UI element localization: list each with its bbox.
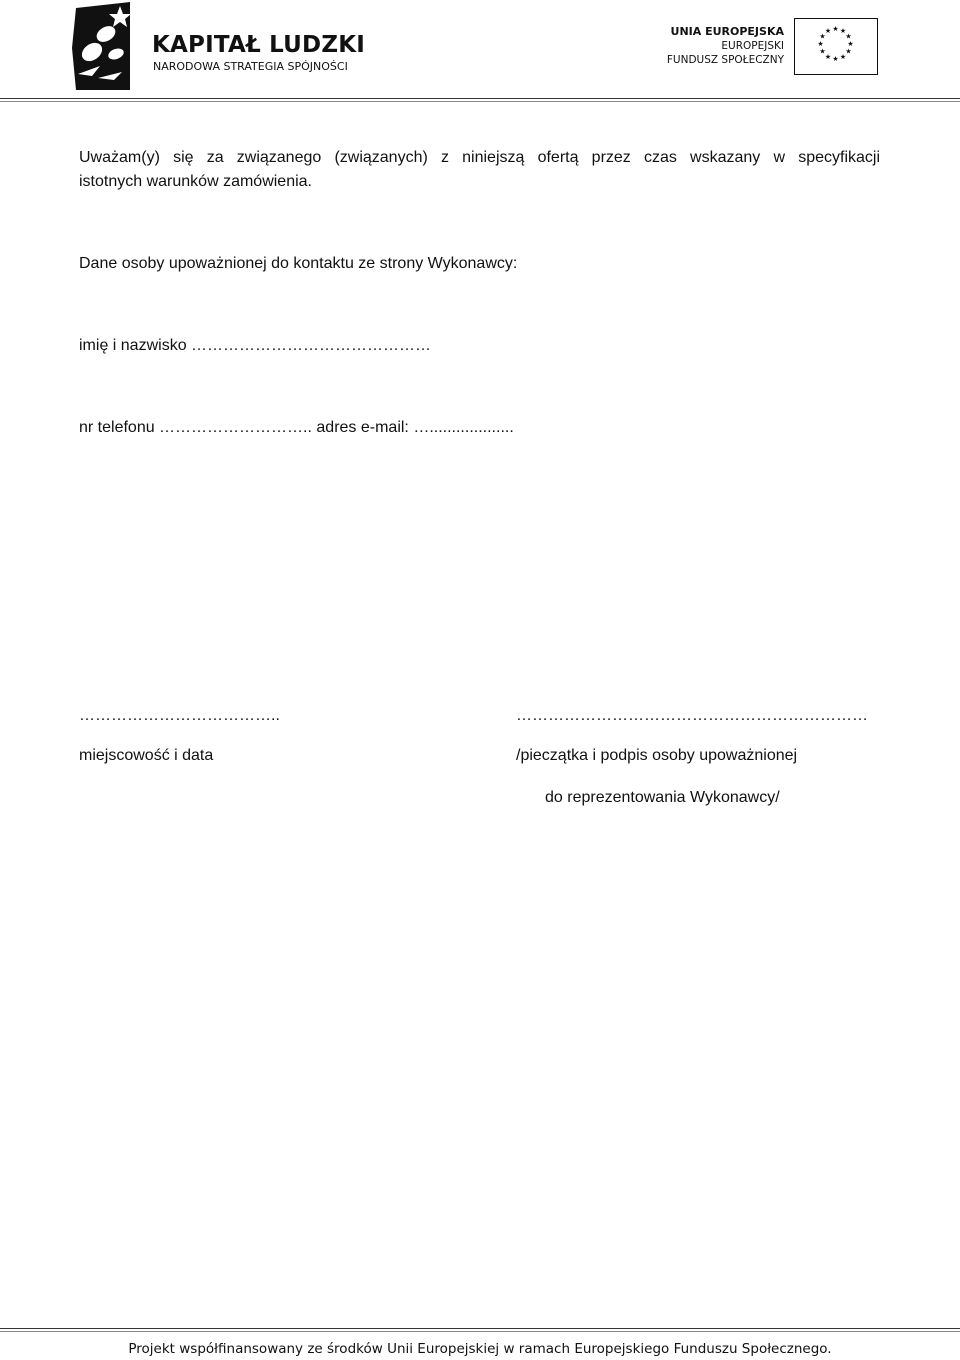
svg-text:★: ★ — [839, 53, 847, 61]
eu-flag-icon — [794, 18, 878, 75]
name-field: imię i nazwisko ……………………………………… — [79, 337, 432, 354]
header-divider — [0, 98, 960, 99]
footer-divider — [0, 1328, 960, 1329]
eu-logo-text — [667, 24, 784, 67]
signature-dotted-line: ………………………………………………………… — [516, 707, 868, 724]
place-date-dotted-line: ……………………………….. — [79, 707, 280, 724]
contact-person-heading: Dane osoby upoważnionej do kontaktu ze strony Wykonawcy: — [79, 255, 518, 272]
offer-binding-statement — [79, 146, 880, 194]
offer-binding-line2: istotnych warunków zamówienia. — [79, 173, 312, 190]
svg-text:★: ★ — [845, 47, 852, 56]
logo-title: KAPITAŁ LUDZKI — [152, 32, 365, 58]
eu-logo-line1: UNIA EUROPEJSKA — [670, 25, 784, 38]
svg-text:★: ★ — [819, 47, 826, 56]
eu-logo — [666, 16, 880, 80]
eu-logo-line3: FUNDUSZ SPOŁECZNY — [666, 54, 784, 66]
kapital-ludzki-logo-icon — [70, 2, 134, 92]
signature-label-line1: /pieczątka i podpis osoby upoważnionej — [516, 747, 798, 764]
eu-stars-icon — [795, 19, 876, 73]
header-divider-thin — [0, 101, 960, 102]
signature-label-line2: do reprezentowania Wykonawcy/ — [545, 789, 780, 806]
footer-divider-thin — [0, 1331, 960, 1332]
svg-text:★: ★ — [832, 55, 839, 63]
phone-email-field: nr telefonu ……………………….. adres e-mail: …................... — [79, 419, 514, 436]
svg-text:★: ★ — [819, 32, 826, 41]
svg-text:★: ★ — [847, 40, 854, 48]
svg-text:★: ★ — [839, 27, 847, 35]
offer-binding-line1: Uważam(y) się za związanego (związanych) z niniejszą ofertą przez czas wskazany w specyfikacji — [79, 149, 880, 166]
svg-text:★: ★ — [824, 27, 832, 35]
logo-subtitle: NARODOWA STRATEGIA SPÓJNOŚCI — [153, 60, 348, 73]
footer-funding-note: Projekt współfinansowany ze środków Unii Europejskiej w ramach Europejskiego Funduszu Społecznego. — [128, 1341, 832, 1357]
svg-text:★: ★ — [832, 25, 839, 33]
eu-logo-line2: EUROPEJSKI — [721, 40, 784, 52]
svg-text:★: ★ — [845, 32, 852, 41]
place-date-label: miejscowość i data — [79, 747, 214, 764]
svg-text:★: ★ — [824, 53, 832, 61]
kapital-ludzki-logo — [70, 2, 370, 94]
svg-text:★: ★ — [817, 40, 824, 48]
